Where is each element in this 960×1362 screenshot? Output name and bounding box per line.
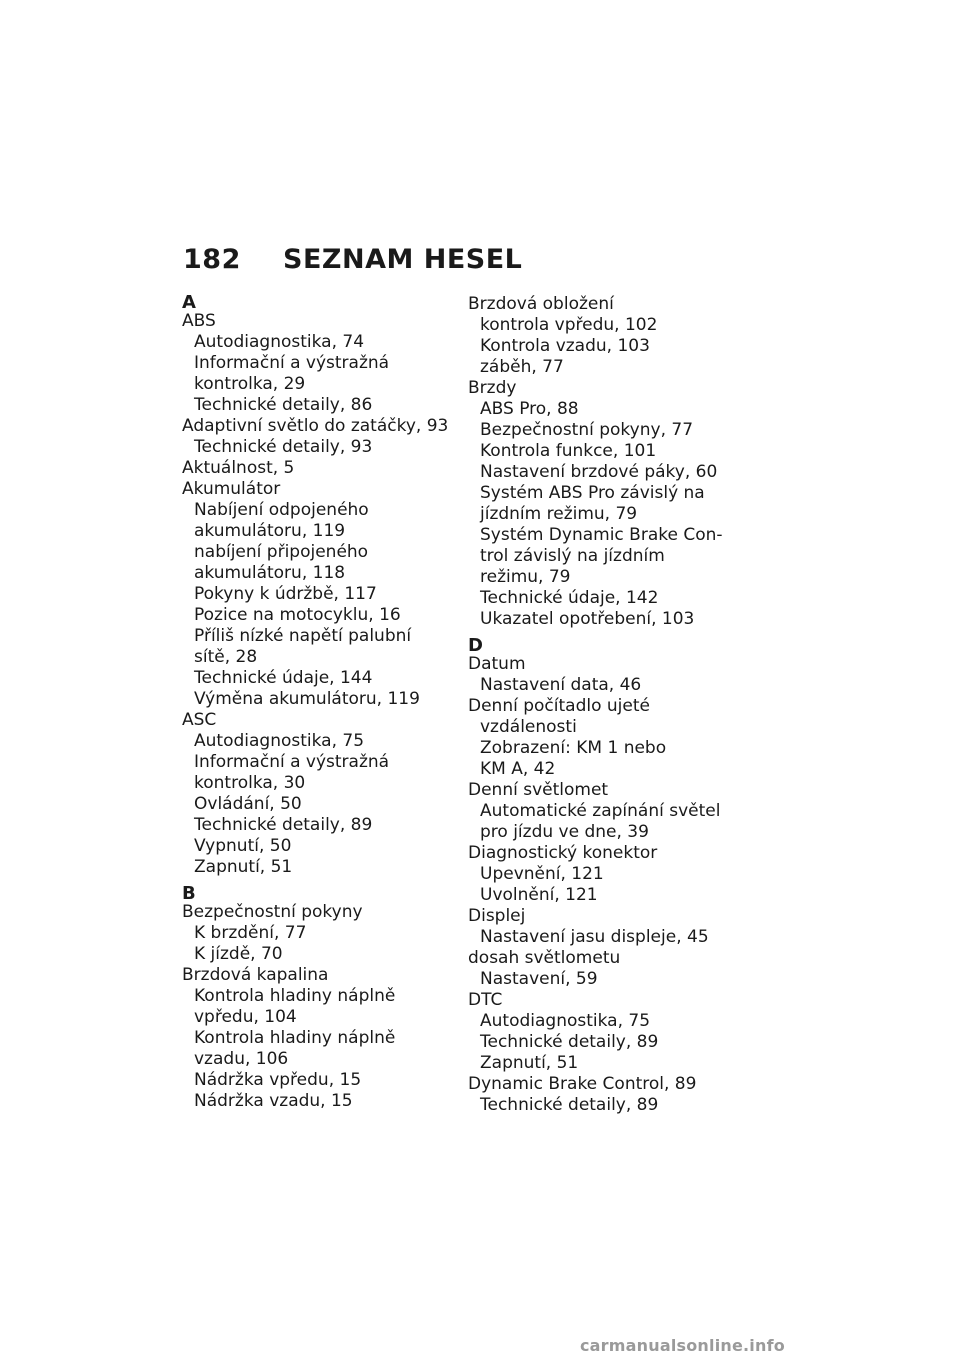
- index-term: ASC: [182, 710, 217, 730]
- index-subentry: nabíjení připojeného: [194, 542, 369, 562]
- index-subentry: Nastavení, 59: [480, 969, 598, 989]
- index-subentry: Nastavení data, 46: [480, 675, 642, 695]
- index-subentry: Nastavení jasu displeje, 45: [480, 927, 709, 947]
- index-subentry: Zapnutí, 51: [194, 857, 293, 877]
- index-term: Datum: [468, 654, 526, 674]
- index-subentry: Technické detaily, 86: [194, 395, 373, 415]
- index-column-right: [468, 294, 758, 1116]
- index-subentry: Příliš nízké napětí palubní: [194, 626, 412, 646]
- index-subentry: Technické detaily, 93: [194, 437, 373, 457]
- index-subentry: Kontrola hladiny náplně: [194, 1028, 396, 1048]
- index-subentry: Pozice na motocyklu, 16: [194, 605, 401, 625]
- index-subentry: kontrolka, 29: [194, 374, 306, 394]
- index-term: ABS: [182, 311, 216, 331]
- index-term: Diagnostický konektor: [468, 843, 658, 863]
- index-subentry: Nabíjení odpojeného: [194, 500, 369, 520]
- index-subentry: Nastavení brzdové páky, 60: [480, 462, 718, 482]
- index-term: Dynamic Brake Control, 89: [468, 1074, 697, 1094]
- index-term: Displej: [468, 906, 526, 926]
- index-term: Aktuálnost, 5: [182, 458, 295, 478]
- index-term: Bezpečnostní pokyny: [182, 902, 363, 922]
- index-subentry: jízdním režimu, 79: [480, 504, 638, 524]
- index-letter-heading: D: [468, 635, 483, 656]
- index-subentry: Kontrola funkce, 101: [480, 441, 657, 461]
- index-subentry: vzdálenosti: [480, 717, 577, 737]
- index-subentry: Ukazatel opotřebení, 103: [480, 609, 695, 629]
- index-subentry: vzadu, 106: [194, 1049, 289, 1069]
- index-subentry: Bezpečnostní pokyny, 77: [480, 420, 694, 440]
- index-subentry: Systém ABS Pro závislý na: [480, 483, 705, 503]
- index-subentry: Informační a výstražná: [194, 353, 390, 373]
- index-subentry: záběh, 77: [480, 357, 564, 377]
- index-subentry: K brzdění, 77: [194, 923, 307, 943]
- page-header: [183, 244, 522, 275]
- index-subentry: K jízdě, 70: [194, 944, 283, 964]
- index-subentry: Pokyny k údržbě, 117: [194, 584, 377, 604]
- index-subentry: Zapnutí, 51: [480, 1053, 579, 1073]
- index-subentry: Systém Dynamic Brake Con-: [480, 525, 723, 545]
- index-term: DTC: [468, 990, 503, 1010]
- index-subentry: Nádržka vpředu, 15: [194, 1070, 362, 1090]
- index-subentry: kontrolka, 30: [194, 773, 306, 793]
- index-term: Denní počítadlo ujeté: [468, 696, 650, 716]
- index-subentry: trol závislý na jízdním: [480, 546, 665, 566]
- page-number: 182: [183, 244, 241, 275]
- index-subentry: Kontrola hladiny náplně: [194, 986, 396, 1006]
- index-subentry: Technické detaily, 89: [480, 1095, 659, 1115]
- index-subentry: Technické údaje, 142: [480, 588, 659, 608]
- index-subentry: sítě, 28: [194, 647, 258, 667]
- index-subentry: Technické detaily, 89: [480, 1032, 659, 1052]
- index-subentry: Informační a výstražná: [194, 752, 390, 772]
- index-subentry: Nádržka vzadu, 15: [194, 1091, 353, 1111]
- index-term: Akumulátor: [182, 479, 281, 499]
- index-subentry: KM A, 42: [480, 759, 556, 779]
- index-term: Denní světlomet: [468, 780, 609, 800]
- index-subentry: Autodiagnostika, 75: [480, 1011, 651, 1031]
- index-subentry: vpředu, 104: [194, 1007, 297, 1027]
- index-letter-heading: B: [182, 883, 196, 904]
- index-term: Brzdová kapalina: [182, 965, 329, 985]
- index-subentry: Technické údaje, 144: [194, 668, 373, 688]
- index-subentry: Automatické zapínání světel: [480, 801, 721, 821]
- index-column-left: [182, 294, 472, 1112]
- index-subentry: akumulátoru, 118: [194, 563, 346, 583]
- index-subentry: režimu, 79: [480, 567, 571, 587]
- index-subentry: Autodiagnostika, 74: [194, 332, 365, 352]
- index-subentry: Ovládání, 50: [194, 794, 302, 814]
- index-term: Brzdy: [468, 378, 517, 398]
- index-subentry: Uvolnění, 121: [480, 885, 598, 905]
- index-term: Brzdová obložení: [468, 294, 614, 314]
- index-subentry: akumulátoru, 119: [194, 521, 346, 541]
- index-subentry: Zobrazení: KM 1 nebo: [480, 738, 667, 758]
- index-subentry: pro jízdu ve dne, 39: [480, 822, 649, 842]
- page-title: SEZNAM HESEL: [283, 244, 523, 275]
- index-subentry: Technické detaily, 89: [194, 815, 373, 835]
- index-subentry: Autodiagnostika, 75: [194, 731, 365, 751]
- watermark-link[interactable]: carmanualsonline.info: [580, 1336, 785, 1355]
- index-subentry: ABS Pro, 88: [480, 399, 579, 419]
- index-subentry: Kontrola vzadu, 103: [480, 336, 650, 356]
- index-letter-heading: A: [182, 292, 196, 313]
- index-subentry: Vypnutí, 50: [194, 836, 292, 856]
- index-subentry: Upevnění, 121: [480, 864, 604, 884]
- index-term: dosah světlometu: [468, 948, 621, 968]
- index-term: Adaptivní světlo do zatáčky, 93: [182, 416, 449, 436]
- index-subentry: Výměna akumulátoru, 119: [194, 689, 420, 709]
- index-subentry: kontrola vpředu, 102: [480, 315, 658, 335]
